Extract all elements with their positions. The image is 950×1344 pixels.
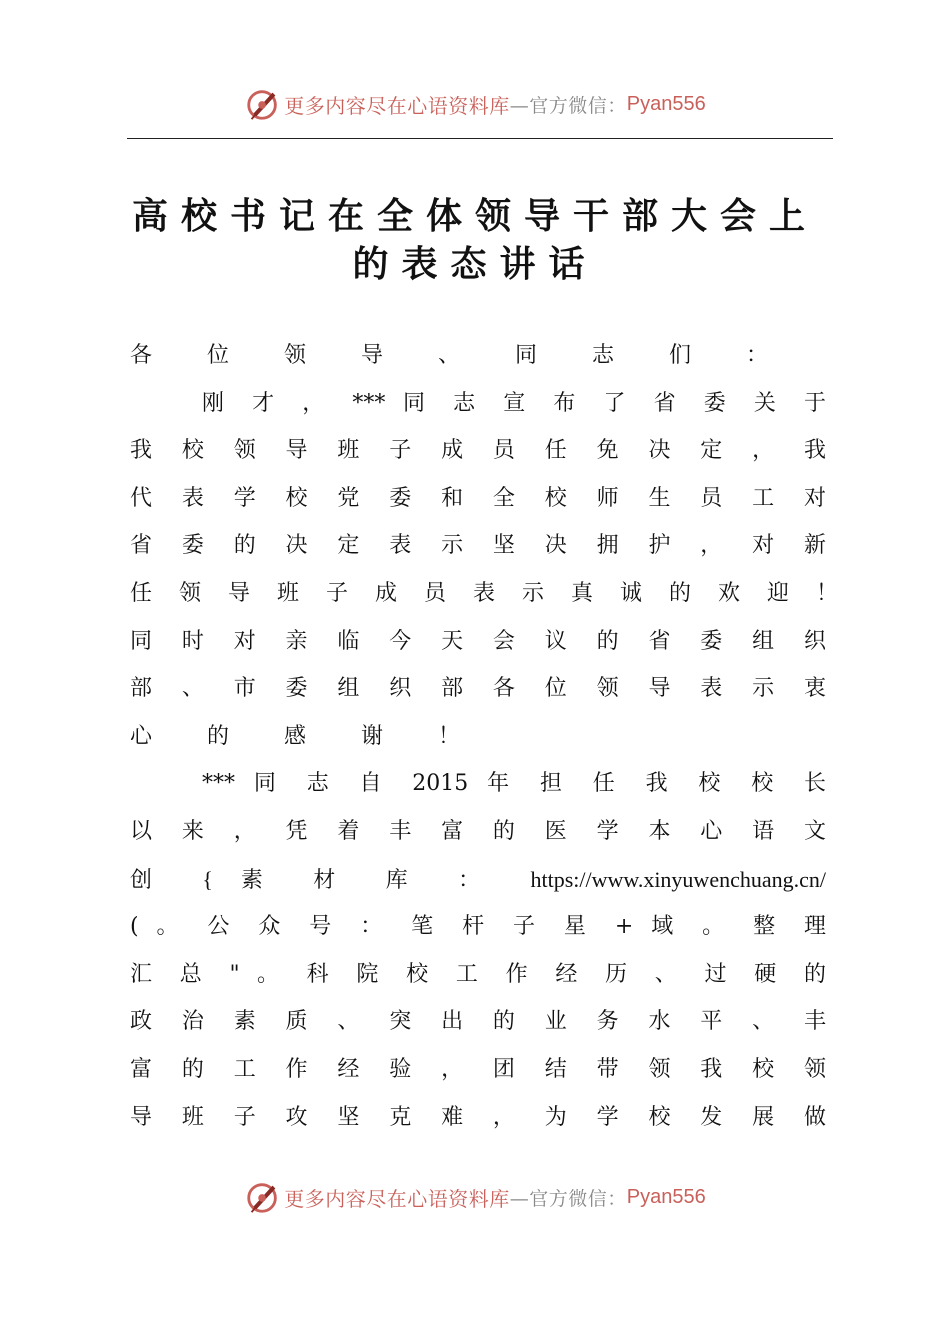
header-banner-wechat-label: —官方微信： <box>509 94 627 117</box>
body-line: 导 班 子 攻 坚 克 难 ， 为 学 校 发 展 做 <box>130 1104 826 1130</box>
body-line: 省 委 的 决 定 表 示 坚 决 拥 护 ， 对 新 <box>130 533 826 559</box>
quill-pen-logo-icon <box>244 1178 282 1216</box>
footer-banner-text: 更多内容尽在心语资料库 <box>284 1186 510 1211</box>
document-title-line-2: 的表态讲话 <box>352 243 598 285</box>
body-line: 我 校 领 导 班 子 成 员 任 免 决 定 ， 我 <box>130 438 826 464</box>
document-title-line-1: 高校书记在全体领导干部大会上 <box>131 195 818 237</box>
body-line: 政 治 素 质 、 突 出 的 业 务 水 平 、 丰 <box>130 1009 826 1035</box>
body-line-with-url: 创 { 素 材 库 ： https://www.xinyuwenchuang.cn/ <box>130 866 826 892</box>
header-divider <box>127 138 833 139</box>
body-line: *** 同 志 自 2015 年 担 任 我 校 校 长 <box>202 771 826 797</box>
body-line: 任 领 导 班 子 成 员 表 示 真 诚 的 欢 迎 ！ <box>130 580 838 606</box>
body-line: 刚 才 ， *** 同 志 宣 布 了 省 委 关 于 <box>202 390 826 416</box>
header-banner-text: 更多内容尽在心语资料库 <box>284 93 510 118</box>
body-line: ( 。 公 众 号 ： 笔 杆 子 星 + 域 。 整 理 <box>130 914 826 940</box>
body-line: 心 的 感 谢 ！ <box>130 723 484 749</box>
footer-watermark-banner <box>0 1175 950 1219</box>
body-line: 汇 总 " 。 科 院 校 工 作 经 历 、 过 硬 的 <box>130 961 826 987</box>
body-line: 以 来 ， 凭 着 丰 富 的 医 学 本 心 语 文 <box>130 818 826 844</box>
footer-banner-wechat-label: —官方微信： <box>509 1187 627 1210</box>
body-line: 代 表 学 校 党 委 和 全 校 师 生 员 工 对 <box>130 485 826 511</box>
body-line: 同 时 对 亲 临 今 天 会 议 的 省 委 组 织 <box>130 628 826 654</box>
body-line: 富 的 工 作 经 验 ， 团 结 带 领 我 校 领 <box>130 1056 826 1082</box>
salutation-line: 各 位 领 导 、 同 志 们 ： <box>130 343 792 368</box>
body-line: 部 、 市 委 组 织 部 各 位 领 导 表 示 衷 <box>130 676 826 702</box>
footer-banner-wechat-id: Pyan556 <box>626 1185 706 1208</box>
header-watermark-banner <box>0 82 950 126</box>
header-banner-wechat-id: Pyan556 <box>626 92 706 115</box>
document-body <box>130 332 838 1141</box>
quill-pen-logo-icon <box>244 85 282 123</box>
